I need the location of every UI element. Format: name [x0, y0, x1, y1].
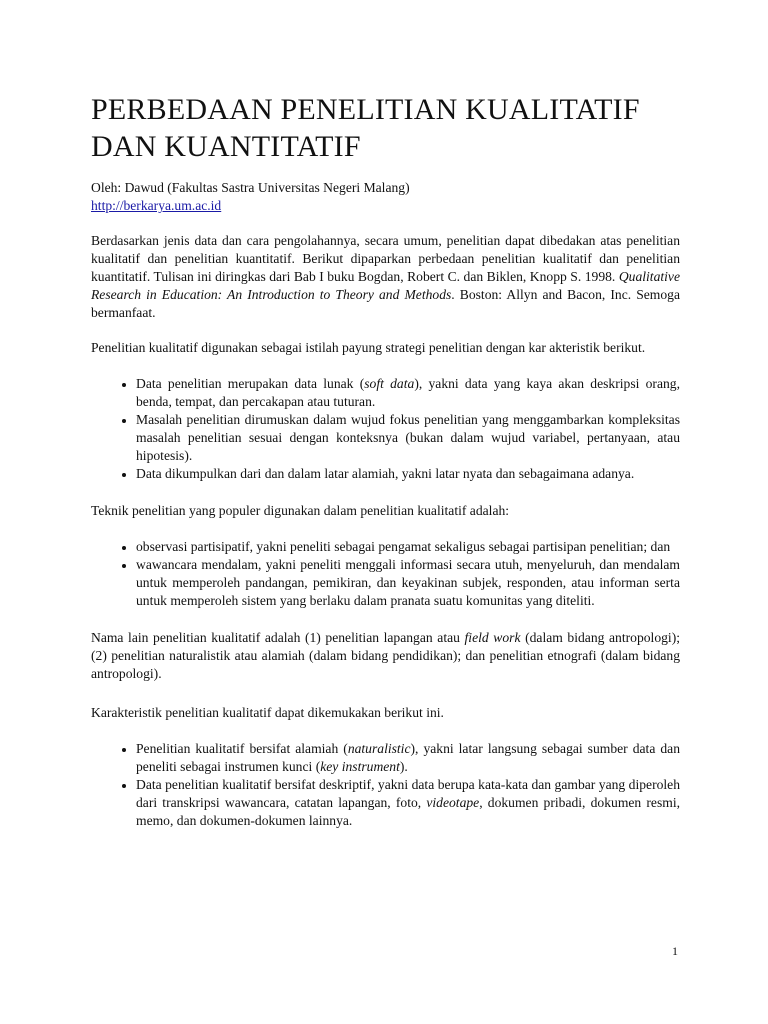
- author-line: Oleh: Dawud (Fakultas Sastra Universitas Negeri Malang): [91, 180, 410, 195]
- list-item: • Data penelitian kualitatif bersifat deskriptif, yakni data berupa kata-kata dan gambar yang diperoleh dari transkripsi wawancara, catatan lapangan, foto, videotape, dokumen pribadi, dokumen resmi, memo, dan dokumen-dokumen lainnya.: [136, 776, 680, 830]
- page-number: 1: [672, 944, 678, 958]
- qualitative-traits-list: [91, 740, 680, 830]
- characteristics-list: [91, 375, 680, 483]
- other-names-paragraph: Nama lain penelitian kualitatif adalah (1) penelitian lapangan atau field work (dalam bidang antropologi); (2) penelitian naturalistik atau alamiah (dalam bidang pendidikan); dan penelitian etnografi (dalam bidang antropologi).: [91, 630, 680, 681]
- characteristics-intro-paragraph: Karakteristik penelitian kualitatif dapat dikemukakan berikut ini.: [91, 705, 444, 720]
- list-item: • Data dikumpulkan dari dan dalam latar alamiah, yakni latar nyata dan sebagaimana adanya.: [136, 465, 680, 483]
- qualitative-definition-paragraph: Penelitian kualitatif digunakan sebagai istilah payung strategi penelitian dengan kar akteristik berikut.: [91, 340, 646, 355]
- document-body: [91, 91, 680, 830]
- technique-list: [91, 538, 680, 610]
- list-item: • Penelitian kualitatif bersifat alamiah (naturalistic), yakni latar langsung sebagai sumber data dan peneliti sebagai instrumen kunci (key instrument).: [136, 740, 680, 776]
- document-title: PERBEDAAN PENELITIAN KUALITATIF DAN KUANTITATIF: [91, 93, 640, 163]
- technique-paragraph: Teknik penelitian yang populer digunakan dalam penelitian kualitatif adalah:: [91, 503, 510, 518]
- source-link[interactable]: http://berkarya.um.ac.id: [91, 198, 222, 213]
- list-item: • wawancara mendalam, yakni peneliti menggali informasi secara utuh, menyeluruh, dan mendalam untuk memperoleh pandangan, pemikiran, dan keyakinan subjek, responden, atau informan serta untuk memperoleh sistem yang berlaku dalam pranata suatu komunitas yang diteliti.: [136, 556, 680, 610]
- list-item: • Data penelitian merupakan data lunak (soft data), yakni data yang kaya akan deskripsi orang, benda, tempat, dan percakapan atau tuturan.: [136, 375, 680, 411]
- list-item: • Masalah penelitian dirumuskan dalam wujud fokus penelitian yang menggambarkan kompleksitas masalah penelitian sesuai dengan konteksnya (bukan dalam wujud variabel, pertanyaan, atau hipotesis).: [136, 411, 680, 465]
- book-title: Qualitative Research in Education: An Introduction to Theory and Methods: [91, 269, 680, 302]
- intro-paragraph: Berdasarkan jenis data dan cara pengolahannya, secara umum, penelitian dapat dibedakan atas penelitian kualitatif dan penelitian kuantitatif. Berikut dipaparkan perbedaan penelitian kualitatif dan penelitian kuantitatif. Tulisan ini diringkas dari Bab I buku Bogdan, Robert C. dan Biklen, Knopp S. 1998. Qualitative Research in Education: An Introduction to Theory and Methods. Boston: Allyn and Bacon, Inc. Semoga bermanfaat.: [91, 233, 680, 320]
- list-item: • observasi partisipatif, yakni peneliti sebagai pengamat sekaligus sebagai partisipan penelitian; dan: [136, 538, 680, 556]
